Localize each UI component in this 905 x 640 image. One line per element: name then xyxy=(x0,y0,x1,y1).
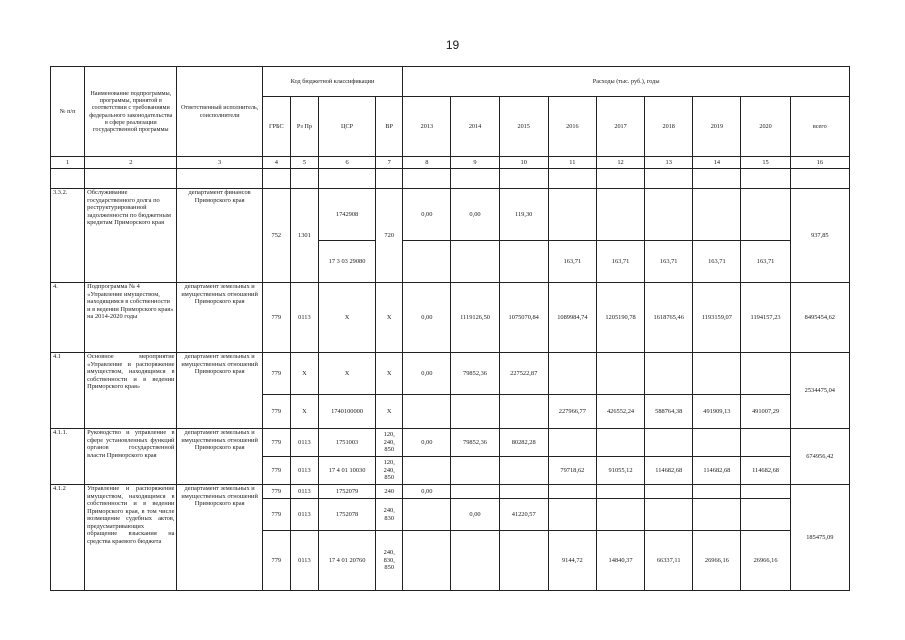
cell-grbs: 779 xyxy=(262,395,290,429)
cell-value: 80282,28 xyxy=(499,429,548,457)
col-number: 3 xyxy=(177,157,262,169)
cell-value: 114682,68 xyxy=(645,457,693,485)
cell-grbs: 779 xyxy=(262,499,290,531)
col-number: 13 xyxy=(645,157,693,169)
row-number: 4.1.1. xyxy=(51,429,85,485)
cell-value: 0,00 xyxy=(403,353,451,395)
cell-rzpr: 0113 xyxy=(290,499,318,531)
cell-value: 0,00 xyxy=(451,499,499,531)
cell-value: 163,71 xyxy=(693,241,741,283)
cell-value: 0,00 xyxy=(451,189,499,241)
cell-value: 114682,68 xyxy=(693,457,741,485)
cell-csr: 17 4 01 10030 xyxy=(318,457,375,485)
cell-vr: 240, 830 xyxy=(376,499,403,531)
header-year: 2020 xyxy=(741,97,790,157)
row-responsible: департамент земельных и имущественных отношений Приморского края xyxy=(177,485,262,591)
col-number: 9 xyxy=(451,157,499,169)
cell-value: 163,71 xyxy=(741,241,790,283)
col-number: 14 xyxy=(693,157,741,169)
col-number: 15 xyxy=(741,157,790,169)
col-number: 7 xyxy=(376,157,403,169)
cell-grbs: 779 xyxy=(262,353,290,395)
col-number: 8 xyxy=(403,157,451,169)
cell-value: 41220,57 xyxy=(499,499,548,531)
row-responsible: департамент земельных и имущественных отношений Приморского края xyxy=(177,283,262,353)
cell-value: 0,00 xyxy=(403,283,451,353)
cell-vr: 720 xyxy=(376,189,403,283)
col-number: 10 xyxy=(499,157,548,169)
cell-value: 119,30 xyxy=(499,189,548,241)
row-name: Подпрограмма № 4 «Управление имуществом, находящимся в собственности и в ведении Приморского края» на 2014-2020 годы xyxy=(85,283,177,353)
col-number: 1 xyxy=(51,157,85,169)
header-year: 2018 xyxy=(645,97,693,157)
cell-value: 114682,68 xyxy=(741,457,790,485)
cell-vr: Х xyxy=(376,353,403,395)
row-name: Управление и распоряжение имуществом, находящимся в собственности и в ведении Приморского края, в том числе возмещение судебных актов, предусматривающих обращение взыскания на средства краевого бюджета xyxy=(85,485,177,591)
row-name: Основное мероприятие «Управление и распоряжение имуществом, находящимся в собственности и в ведении Приморского края» xyxy=(85,353,177,429)
table-row xyxy=(51,429,850,457)
cell-value: 79852,36 xyxy=(451,353,499,395)
cell-csr: 1742908 xyxy=(318,189,375,241)
cell-value: 1194157,23 xyxy=(741,283,790,353)
cell-value: 491007,29 xyxy=(741,395,790,429)
cell-rzpr: 0113 xyxy=(290,429,318,457)
cell-rzpr: 0113 xyxy=(290,531,318,591)
cell-value: 26966,16 xyxy=(693,531,741,591)
cell-grbs: 779 xyxy=(262,283,290,353)
cell-rzpr: 0113 xyxy=(290,485,318,499)
cell-csr: Х xyxy=(318,283,375,353)
cell-value: 227522,87 xyxy=(499,353,548,395)
header-budget-code: Код бюджетной классификации xyxy=(262,67,402,97)
cell-total: 2534475,04 xyxy=(790,353,849,429)
cell-csr: 1751003 xyxy=(318,429,375,457)
table-row xyxy=(51,353,850,395)
cell-grbs: 752 xyxy=(262,189,290,283)
empty-row xyxy=(51,169,850,189)
cell-rzpr: Х xyxy=(290,395,318,429)
header-responsible: Ответственный исполнитель, соисполнители xyxy=(177,67,262,157)
cell-csr: 1740100000 xyxy=(318,395,375,429)
cell-value: 1205190,78 xyxy=(596,283,644,353)
cell-vr: 120, 240, 850 xyxy=(376,457,403,485)
table-row xyxy=(51,189,850,241)
row-number: 4.1.2 xyxy=(51,485,85,591)
cell-total: 937,85 xyxy=(790,189,849,283)
cell-vr: 240 xyxy=(376,485,403,499)
cell-grbs: 779 xyxy=(262,531,290,591)
row-responsible: департамент земельных и имущественных отношений Приморского края xyxy=(177,353,262,429)
cell-value: 163,71 xyxy=(548,241,596,283)
header-expenses: Расходы (тыс. руб.), годы xyxy=(403,67,850,97)
expenses-table xyxy=(50,66,850,591)
header-year: 2016 xyxy=(548,97,596,157)
cell-value: 1193159,07 xyxy=(693,283,741,353)
col-number: 4 xyxy=(262,157,290,169)
header-year: 2014 xyxy=(451,97,499,157)
cell-rzpr: 0113 xyxy=(290,283,318,353)
cell-vr: Х xyxy=(376,283,403,353)
cell-csr: 17 4 01 20760 xyxy=(318,531,375,591)
header-grbs: ГРБС xyxy=(262,97,290,157)
header-csr: ЦСР xyxy=(318,97,375,157)
page-number: 19 xyxy=(445,38,460,52)
cell-value: 0,00 xyxy=(403,429,451,457)
row-name: Обслуживание государственного долга по реструктурированной задолженности по бюджетным кредитам Приморского края xyxy=(85,189,177,283)
row-name: Руководство и управление в сфере установленных функций органов государственной власти Приморского края xyxy=(85,429,177,485)
table-row xyxy=(51,283,850,353)
cell-csr: 1752079 xyxy=(318,485,375,499)
cell-vr: 120, 240, 850 xyxy=(376,429,403,457)
cell-value: 26966,16 xyxy=(741,531,790,591)
header-year: 2013 xyxy=(403,97,451,157)
cell-value: 163,71 xyxy=(596,241,644,283)
row-number: 3.3.2. xyxy=(51,189,85,283)
cell-value: 227966,77 xyxy=(548,395,596,429)
header-year: 2015 xyxy=(499,97,548,157)
cell-vr: Х xyxy=(376,395,403,429)
cell-value: 91055,12 xyxy=(596,457,644,485)
cell-value: 163,71 xyxy=(645,241,693,283)
col-number: 12 xyxy=(596,157,644,169)
row-responsible: департамент финансов Приморского края xyxy=(177,189,262,283)
table-row xyxy=(51,485,850,499)
header-name: Наименование подпрограммы, программы, принятой в соответствии с требованиями федерального законодательства в сфере реализации государственной программы xyxy=(85,67,177,157)
cell-value: 426552,24 xyxy=(596,395,644,429)
cell-value: 1119126,50 xyxy=(451,283,499,353)
header-year: 2017 xyxy=(596,97,644,157)
cell-grbs: 779 xyxy=(262,457,290,485)
cell-rzpr: 1301 xyxy=(290,189,318,283)
cell-value: 1075070,84 xyxy=(499,283,548,353)
cell-value: 66337,11 xyxy=(645,531,693,591)
cell-value: 1089984,74 xyxy=(548,283,596,353)
row-number: 4.1 xyxy=(51,353,85,429)
cell-value: 0,00 xyxy=(403,485,451,499)
cell-value: 491909,13 xyxy=(693,395,741,429)
cell-total: 674956,42 xyxy=(790,429,849,485)
cell-vr: 240, 830, 850 xyxy=(376,531,403,591)
header-num: № п/п xyxy=(51,67,85,157)
cell-rzpr: 0113 xyxy=(290,457,318,485)
header-total: всего xyxy=(790,97,849,157)
col-number: 6 xyxy=(318,157,375,169)
col-number: 2 xyxy=(85,157,177,169)
cell-value: 9144,72 xyxy=(548,531,596,591)
cell-total: 185475,09 xyxy=(790,485,849,591)
col-number: 16 xyxy=(790,157,849,169)
header-rzpr: Рз Пр xyxy=(290,97,318,157)
cell-value: 588764,38 xyxy=(645,395,693,429)
cell-csr: 17 3 03 29080 xyxy=(318,241,375,283)
row-responsible: департамент земельных и имущественных отношений Приморского края xyxy=(177,429,262,485)
header-vr: ВР xyxy=(376,97,403,157)
cell-rzpr: Х xyxy=(290,353,318,395)
cell-csr: Х xyxy=(318,353,375,395)
cell-value: 79718,62 xyxy=(548,457,596,485)
cell-grbs: 779 xyxy=(262,485,290,499)
cell-csr: 1752078 xyxy=(318,499,375,531)
row-number: 4. xyxy=(51,283,85,353)
cell-value: 1618765,46 xyxy=(645,283,693,353)
cell-grbs: 779 xyxy=(262,429,290,457)
header-year: 2019 xyxy=(693,97,741,157)
cell-total: 8495454,62 xyxy=(790,283,849,353)
cell-value: 0,00 xyxy=(403,189,451,241)
cell-value: 79852,36 xyxy=(451,429,499,457)
col-number: 5 xyxy=(290,157,318,169)
col-number: 11 xyxy=(548,157,596,169)
cell-value: 14840,37 xyxy=(596,531,644,591)
